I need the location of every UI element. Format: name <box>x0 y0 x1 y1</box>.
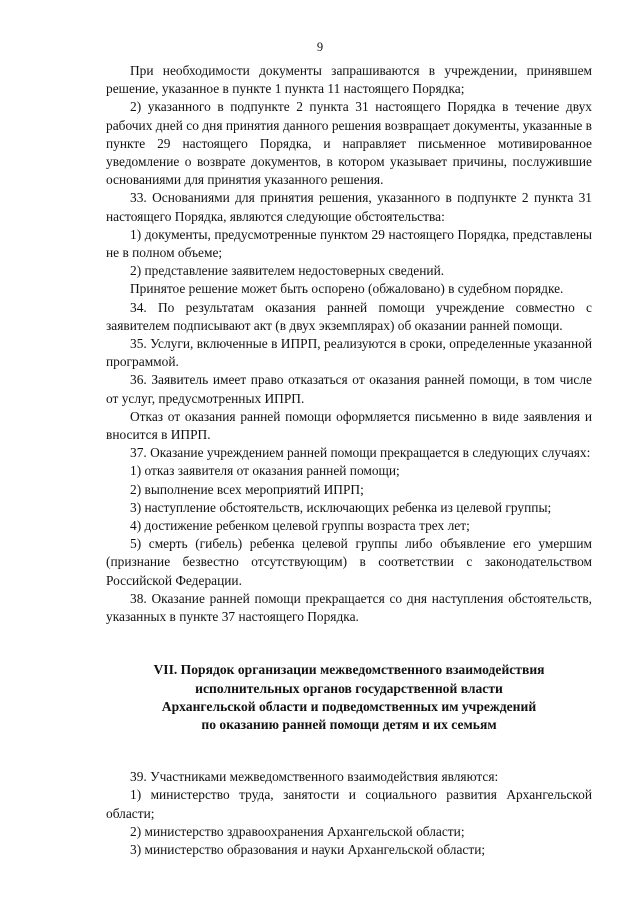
paragraph: 36. Заявитель имеет право отказаться от оказания ранней помощи, в том числе от услуг, предусмотренных ИПРП. <box>106 372 592 406</box>
paragraph: 2) выполнение всех мероприятий ИПРП; <box>130 481 364 497</box>
paragraph: Принятое решение может быть оспорено (обжаловано) в судебном порядке. <box>130 281 564 297</box>
page-number: 9 <box>316 40 324 54</box>
section-heading-line: исполнительных органов государственной власти <box>195 680 503 696</box>
document-body <box>106 62 592 859</box>
paragraph: 3) наступление обстоятельств, исключающих ребенка из целевой группы; <box>130 499 552 515</box>
paragraph: 35. Услуги, включенные в ИПРП, реализуются в сроки, определенные указанной программой. <box>106 336 592 370</box>
section-heading-line: VII. Порядок организации межведомственного взаимодействия <box>153 662 545 678</box>
paragraph: 5) смерть (гибель) ребенка целевой группы либо объявление его умершим (признание безвестно отсутствующим) в соответствии с законодательством Российской Федерации. <box>106 536 592 588</box>
paragraph: 2) министерство здравоохранения Архангельской области; <box>130 823 465 839</box>
paragraph: При необходимости документы запрашиваются в учреждении, принявшем решение, указанное в пункте 1 пункта 11 настоящего Порядка; <box>106 63 592 97</box>
section-heading-line: по оказанию ранней помощи детям и их семьям <box>201 716 497 732</box>
paragraph: 34. По результатам оказания ранней помощи учреждение совместно с заявителем подписывают акт (в двух экземплярах) об оказании ранней помощи. <box>106 299 592 333</box>
paragraph: 4) достижение ребенком целевой группы возраста трех лет; <box>130 518 470 534</box>
paragraph: 3) министерство образования и науки Архангельской области; <box>130 841 486 857</box>
section-heading <box>106 661 592 734</box>
paragraph: 39. Участниками межведомственного взаимодействия являются: <box>130 769 499 785</box>
paragraph: 1) отказ заявителя от оказания ранней помощи; <box>130 463 400 479</box>
paragraph: Отказ от оказания ранней помощи оформляется письменно в виде заявления и вносится в ИПРП. <box>106 408 592 443</box>
section-heading-line: Архангельской области и подведомственных им учреждений <box>161 698 537 714</box>
paragraph: 37. Оказание учреждением ранней помощи прекращается в следующих случаях: <box>130 445 591 461</box>
paragraph: 2) представление заявителем недостоверных сведений. <box>130 263 445 279</box>
paragraph: 38. Оказание ранней помощи прекращается со дня наступления обстоятельств, указанных в пункте 37 настоящего Порядка. <box>106 590 592 625</box>
paragraph: 1) министерство труда, занятости и социального развития Архангельской области; <box>106 787 592 821</box>
paragraph: 2) указанного в подпункте 2 пункта 31 настоящего Порядка в течение двух рабочих дней со дня принятия данного решения возвращает документы, указанные в пункте 29 настоящего Порядка, и направляет письменное мотивированное уведомление о возврате документов, в котором указывает причины, послужившие основаниями для принятия указанного решения. <box>106 99 592 188</box>
spacer <box>106 734 592 768</box>
paragraph: 1) документы, предусмотренные пунктом 29 настоящего Порядка, представлены не в полном объеме; <box>106 226 592 261</box>
paragraph: 33. Основаниями для принятия решения, указанного в подпункте 2 пункта 31 настоящего Порядка, являются следующие обстоятельства: <box>106 190 592 224</box>
